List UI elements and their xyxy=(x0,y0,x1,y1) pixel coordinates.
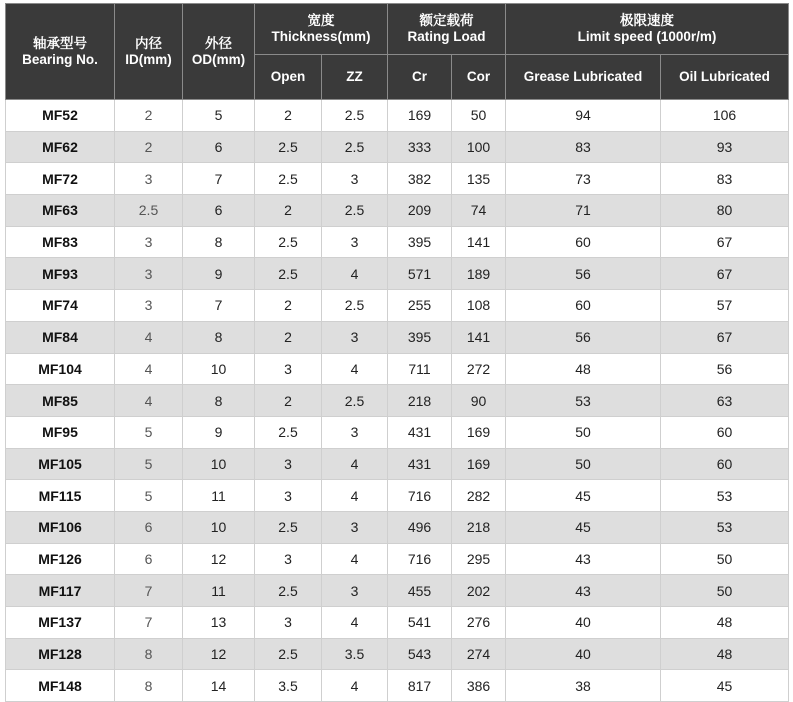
cell-speed-oil: 50 xyxy=(661,575,789,607)
cell-bearing-no: MF83 xyxy=(6,226,115,258)
cell-rating-cor: 386 xyxy=(452,670,506,702)
cell-thickness-zz: 4 xyxy=(322,543,388,575)
cell-thickness-zz: 3 xyxy=(322,226,388,258)
cell-od: 8 xyxy=(183,321,255,353)
cell-thickness-zz: 2.5 xyxy=(322,100,388,132)
cell-speed-oil: 53 xyxy=(661,511,789,543)
cell-speed-grease: 38 xyxy=(506,670,661,702)
cell-thickness-zz: 3 xyxy=(322,163,388,195)
cell-id: 4 xyxy=(115,385,183,417)
cell-bearing-no: MF74 xyxy=(6,290,115,322)
cell-thickness-zz: 3.5 xyxy=(322,638,388,670)
cell-id: 3 xyxy=(115,290,183,322)
cell-rating-cor: 189 xyxy=(452,258,506,290)
cell-rating-cr: 218 xyxy=(388,385,452,417)
table-row xyxy=(6,511,789,543)
cell-rating-cr: 209 xyxy=(388,195,452,227)
cell-od: 10 xyxy=(183,448,255,480)
cell-rating-cr: 716 xyxy=(388,480,452,512)
cell-speed-grease: 60 xyxy=(506,290,661,322)
cell-speed-grease: 48 xyxy=(506,353,661,385)
cell-thickness-open: 3 xyxy=(255,353,322,385)
cell-thickness-open: 2 xyxy=(255,385,322,417)
cell-id: 3 xyxy=(115,163,183,195)
cell-rating-cor: 141 xyxy=(452,226,506,258)
table-row xyxy=(6,385,789,417)
cell-thickness-open: 2.5 xyxy=(255,226,322,258)
table-row xyxy=(6,607,789,639)
cell-id: 3 xyxy=(115,226,183,258)
cell-speed-grease: 43 xyxy=(506,543,661,575)
cell-bearing-no: MF104 xyxy=(6,353,115,385)
cell-thickness-zz: 2.5 xyxy=(322,385,388,417)
cell-speed-grease: 43 xyxy=(506,575,661,607)
header-id: 内径 ID(mm) xyxy=(115,4,183,100)
cell-rating-cor: 274 xyxy=(452,638,506,670)
cell-speed-oil: 67 xyxy=(661,226,789,258)
cell-od: 7 xyxy=(183,290,255,322)
cell-bearing-no: MF126 xyxy=(6,543,115,575)
cell-bearing-no: MF105 xyxy=(6,448,115,480)
cell-thickness-zz: 2.5 xyxy=(322,131,388,163)
cell-rating-cor: 135 xyxy=(452,163,506,195)
cell-speed-grease: 45 xyxy=(506,480,661,512)
header-oil-lubricated: Oil Lubricated xyxy=(661,55,789,100)
cell-rating-cr: 496 xyxy=(388,511,452,543)
header-zz: ZZ xyxy=(322,55,388,100)
cell-speed-oil: 56 xyxy=(661,353,789,385)
cell-speed-grease: 83 xyxy=(506,131,661,163)
cell-rating-cor: 90 xyxy=(452,385,506,417)
cell-thickness-open: 2.5 xyxy=(255,131,322,163)
cell-thickness-open: 3 xyxy=(255,543,322,575)
cell-thickness-open: 3 xyxy=(255,607,322,639)
cell-thickness-open: 2.5 xyxy=(255,575,322,607)
table-row xyxy=(6,131,789,163)
cell-od: 9 xyxy=(183,416,255,448)
cell-speed-oil: 93 xyxy=(661,131,789,163)
table-row xyxy=(6,448,789,480)
cell-id: 5 xyxy=(115,448,183,480)
header-thickness: 宽度 Thickness(mm) xyxy=(255,4,388,55)
cell-rating-cr: 333 xyxy=(388,131,452,163)
cell-bearing-no: MF115 xyxy=(6,480,115,512)
cell-od: 9 xyxy=(183,258,255,290)
header-grease-lubricated: Grease Lubricated xyxy=(506,55,661,100)
cell-id: 5 xyxy=(115,480,183,512)
cell-speed-oil: 60 xyxy=(661,448,789,480)
cell-rating-cr: 543 xyxy=(388,638,452,670)
table-row xyxy=(6,353,789,385)
cell-speed-grease: 45 xyxy=(506,511,661,543)
cell-od: 11 xyxy=(183,575,255,607)
cell-bearing-no: MF84 xyxy=(6,321,115,353)
cell-od: 12 xyxy=(183,543,255,575)
cell-od: 11 xyxy=(183,480,255,512)
cell-speed-grease: 56 xyxy=(506,258,661,290)
cell-rating-cr: 541 xyxy=(388,607,452,639)
cell-bearing-no: MF137 xyxy=(6,607,115,639)
cell-od: 10 xyxy=(183,511,255,543)
cell-rating-cr: 169 xyxy=(388,100,452,132)
cell-thickness-open: 2.5 xyxy=(255,416,322,448)
cell-speed-oil: 106 xyxy=(661,100,789,132)
cell-od: 14 xyxy=(183,670,255,702)
cell-speed-oil: 50 xyxy=(661,543,789,575)
cell-speed-grease: 53 xyxy=(506,385,661,417)
cell-bearing-no: MF93 xyxy=(6,258,115,290)
cell-rating-cr: 431 xyxy=(388,416,452,448)
cell-speed-grease: 56 xyxy=(506,321,661,353)
cell-od: 8 xyxy=(183,226,255,258)
cell-thickness-open: 2 xyxy=(255,100,322,132)
cell-od: 8 xyxy=(183,385,255,417)
cell-speed-oil: 63 xyxy=(661,385,789,417)
cell-speed-grease: 50 xyxy=(506,416,661,448)
cell-id: 4 xyxy=(115,321,183,353)
cell-speed-oil: 60 xyxy=(661,416,789,448)
cell-id: 7 xyxy=(115,575,183,607)
cell-thickness-zz: 3 xyxy=(322,321,388,353)
table-row xyxy=(6,258,789,290)
cell-rating-cor: 50 xyxy=(452,100,506,132)
cell-thickness-open: 3 xyxy=(255,480,322,512)
cell-thickness-zz: 4 xyxy=(322,353,388,385)
cell-id: 8 xyxy=(115,670,183,702)
header-cr: Cr xyxy=(388,55,452,100)
table-row xyxy=(6,670,789,702)
header-cor: Cor xyxy=(452,55,506,100)
cell-id: 6 xyxy=(115,511,183,543)
cell-rating-cr: 817 xyxy=(388,670,452,702)
cell-speed-oil: 80 xyxy=(661,195,789,227)
cell-bearing-no: MF95 xyxy=(6,416,115,448)
cell-thickness-open: 2.5 xyxy=(255,258,322,290)
cell-speed-oil: 45 xyxy=(661,670,789,702)
table-row xyxy=(6,543,789,575)
cell-speed-grease: 73 xyxy=(506,163,661,195)
cell-speed-grease: 71 xyxy=(506,195,661,227)
cell-rating-cor: 169 xyxy=(452,416,506,448)
cell-speed-oil: 57 xyxy=(661,290,789,322)
cell-rating-cor: 108 xyxy=(452,290,506,322)
cell-bearing-no: MF62 xyxy=(6,131,115,163)
cell-thickness-open: 3 xyxy=(255,448,322,480)
cell-thickness-open: 2 xyxy=(255,195,322,227)
cell-speed-grease: 40 xyxy=(506,607,661,639)
cell-thickness-zz: 4 xyxy=(322,480,388,512)
cell-speed-grease: 60 xyxy=(506,226,661,258)
cell-rating-cor: 202 xyxy=(452,575,506,607)
cell-rating-cor: 276 xyxy=(452,607,506,639)
cell-speed-oil: 48 xyxy=(661,638,789,670)
cell-id: 8 xyxy=(115,638,183,670)
cell-thickness-open: 2.5 xyxy=(255,163,322,195)
cell-rating-cr: 382 xyxy=(388,163,452,195)
cell-id: 2.5 xyxy=(115,195,183,227)
cell-id: 2 xyxy=(115,131,183,163)
cell-speed-oil: 53 xyxy=(661,480,789,512)
cell-bearing-no: MF106 xyxy=(6,511,115,543)
cell-speed-grease: 50 xyxy=(506,448,661,480)
cell-thickness-zz: 4 xyxy=(322,607,388,639)
table-row xyxy=(6,416,789,448)
cell-speed-oil: 48 xyxy=(661,607,789,639)
table-row xyxy=(6,226,789,258)
cell-od: 10 xyxy=(183,353,255,385)
cell-speed-grease: 94 xyxy=(506,100,661,132)
cell-speed-grease: 40 xyxy=(506,638,661,670)
header-bearing-no: 轴承型号 Bearing No. xyxy=(6,4,115,100)
cell-speed-oil: 67 xyxy=(661,258,789,290)
cell-thickness-zz: 2.5 xyxy=(322,195,388,227)
cell-id: 7 xyxy=(115,607,183,639)
cell-rating-cr: 716 xyxy=(388,543,452,575)
table-row xyxy=(6,290,789,322)
cell-thickness-zz: 2.5 xyxy=(322,290,388,322)
cell-rating-cr: 395 xyxy=(388,226,452,258)
bearing-spec-table xyxy=(5,3,789,702)
cell-bearing-no: MF148 xyxy=(6,670,115,702)
cell-rating-cr: 711 xyxy=(388,353,452,385)
cell-od: 6 xyxy=(183,195,255,227)
cell-bearing-no: MF63 xyxy=(6,195,115,227)
cell-rating-cr: 455 xyxy=(388,575,452,607)
cell-thickness-zz: 4 xyxy=(322,448,388,480)
table-row xyxy=(6,575,789,607)
cell-thickness-open: 2 xyxy=(255,321,322,353)
cell-id: 5 xyxy=(115,416,183,448)
table-row xyxy=(6,163,789,195)
cell-thickness-zz: 4 xyxy=(322,258,388,290)
table-row xyxy=(6,195,789,227)
table-body xyxy=(6,100,789,702)
cell-od: 6 xyxy=(183,131,255,163)
cell-thickness-zz: 3 xyxy=(322,416,388,448)
cell-bearing-no: MF128 xyxy=(6,638,115,670)
cell-od: 12 xyxy=(183,638,255,670)
cell-rating-cor: 272 xyxy=(452,353,506,385)
cell-thickness-zz: 3 xyxy=(322,511,388,543)
table-row xyxy=(6,638,789,670)
cell-rating-cor: 295 xyxy=(452,543,506,575)
cell-thickness-open: 3.5 xyxy=(255,670,322,702)
cell-rating-cor: 100 xyxy=(452,131,506,163)
cell-thickness-zz: 4 xyxy=(322,670,388,702)
cell-bearing-no: MF52 xyxy=(6,100,115,132)
cell-bearing-no: MF72 xyxy=(6,163,115,195)
cell-rating-cr: 255 xyxy=(388,290,452,322)
cell-rating-cr: 395 xyxy=(388,321,452,353)
cell-id: 3 xyxy=(115,258,183,290)
table-row xyxy=(6,480,789,512)
cell-rating-cor: 141 xyxy=(452,321,506,353)
cell-rating-cor: 74 xyxy=(452,195,506,227)
cell-thickness-zz: 3 xyxy=(322,575,388,607)
cell-od: 5 xyxy=(183,100,255,132)
table-row xyxy=(6,100,789,132)
cell-id: 2 xyxy=(115,100,183,132)
cell-id: 4 xyxy=(115,353,183,385)
cell-rating-cor: 218 xyxy=(452,511,506,543)
cell-thickness-open: 2.5 xyxy=(255,511,322,543)
cell-od: 13 xyxy=(183,607,255,639)
table-row xyxy=(6,321,789,353)
cell-rating-cr: 431 xyxy=(388,448,452,480)
cell-speed-oil: 83 xyxy=(661,163,789,195)
header-rating-load: 额定载荷 Rating Load xyxy=(388,4,506,55)
cell-id: 6 xyxy=(115,543,183,575)
cell-speed-oil: 67 xyxy=(661,321,789,353)
cell-rating-cr: 571 xyxy=(388,258,452,290)
cell-rating-cor: 282 xyxy=(452,480,506,512)
cell-od: 7 xyxy=(183,163,255,195)
cell-rating-cor: 169 xyxy=(452,448,506,480)
cell-bearing-no: MF117 xyxy=(6,575,115,607)
header-open: Open xyxy=(255,55,322,100)
header-od: 外径 OD(mm) xyxy=(183,4,255,100)
header-limit-speed: 极限速度 Limit speed (1000r/m) xyxy=(506,4,789,55)
cell-thickness-open: 2.5 xyxy=(255,638,322,670)
cell-bearing-no: MF85 xyxy=(6,385,115,417)
cell-thickness-open: 2 xyxy=(255,290,322,322)
